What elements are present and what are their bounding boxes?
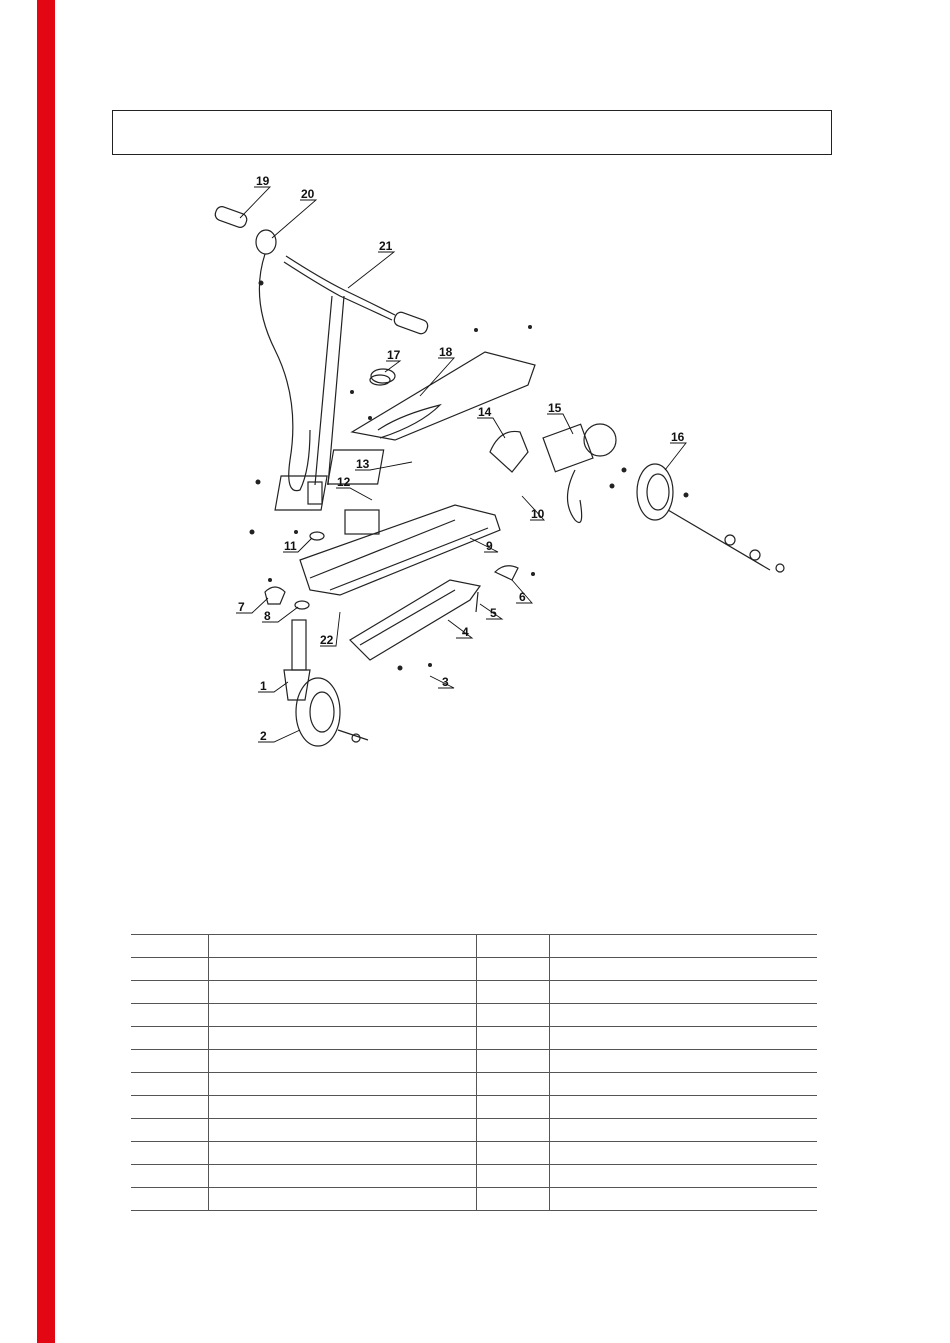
frame-shape [300, 505, 500, 595]
callout-4: 4 [462, 625, 469, 639]
table-cell [131, 1119, 209, 1142]
handlebar-shape [286, 256, 395, 315]
table-cell [550, 1096, 818, 1119]
table-cell [131, 935, 209, 958]
callout-19: 19 [256, 174, 270, 188]
table-cell [477, 958, 550, 981]
deck-plate-shape [352, 352, 535, 440]
table-cell [550, 958, 818, 981]
callout-12: 12 [337, 475, 351, 489]
table-cell [131, 1142, 209, 1165]
table-row [131, 1027, 817, 1050]
table-cell [209, 1004, 477, 1027]
table-cell [131, 1096, 209, 1119]
table-cell [550, 1165, 818, 1188]
callout-8: 8 [264, 609, 271, 623]
table-cell [209, 935, 477, 958]
bracket-6-shape [495, 566, 518, 580]
table-cell [477, 1165, 550, 1188]
table-cell [550, 1142, 818, 1165]
table-cell [209, 1027, 477, 1050]
callout-11: 11 [284, 539, 297, 553]
table-cell [209, 1165, 477, 1188]
table-cell [477, 1050, 550, 1073]
callout-15: 15 [548, 401, 562, 415]
stem-clamp-shape [308, 482, 322, 504]
table-cell [131, 1188, 209, 1211]
table-cell [477, 1142, 550, 1165]
rear-axle-shape [668, 510, 770, 570]
table-cell [477, 981, 550, 1004]
table-cell [477, 935, 550, 958]
stem-shape [315, 296, 344, 485]
table-cell [550, 1027, 818, 1050]
table-cell [131, 1073, 209, 1096]
callout-6: 6 [519, 590, 526, 604]
table-cell [209, 1096, 477, 1119]
table-cell [131, 1004, 209, 1027]
table-row [131, 1119, 817, 1142]
callout-7: 7 [238, 600, 245, 614]
callout-13: 13 [356, 457, 370, 471]
table-cell [550, 935, 818, 958]
callout-10: 10 [531, 507, 545, 521]
callout-5: 5 [490, 606, 497, 620]
table-cell [209, 1188, 477, 1211]
table-cell [550, 1119, 818, 1142]
throttle-cable-shape [259, 254, 310, 491]
callout-2: 2 [260, 729, 267, 743]
table-cell [550, 1188, 818, 1211]
battery-tray-shape [350, 580, 480, 660]
callout-20: 20 [301, 187, 315, 201]
table-cell [209, 981, 477, 1004]
motor-cable-shape [568, 470, 582, 523]
table-cell [131, 958, 209, 981]
table-row [131, 1096, 817, 1119]
table-cell [477, 1119, 550, 1142]
fork-shape [284, 670, 310, 700]
left-grip-shape [214, 205, 249, 229]
table-row [131, 1188, 817, 1211]
table-row [131, 935, 817, 958]
motor-gear-shape [584, 424, 616, 456]
table-cell [477, 1027, 550, 1050]
table-cell [209, 1142, 477, 1165]
battery-12-b-shape [345, 510, 379, 534]
table-row [131, 958, 817, 981]
spring-5-shape [476, 592, 478, 612]
throttle-shape [256, 230, 276, 254]
callout-14: 14 [478, 405, 492, 419]
table-cell [209, 1073, 477, 1096]
rear-wheel-shape [637, 464, 673, 520]
table-row [131, 981, 817, 1004]
callout-16: 16 [671, 430, 685, 444]
table-cell [131, 1050, 209, 1073]
bearing-11-shape [310, 532, 324, 540]
callout-1: 1 [260, 679, 267, 693]
table-cell [209, 1119, 477, 1142]
table-row [131, 1004, 817, 1027]
callout-17: 17 [387, 348, 401, 362]
battery-12-a-shape [275, 476, 327, 510]
table-cell [550, 1050, 818, 1073]
table-cell [550, 981, 818, 1004]
callout-18: 18 [439, 345, 453, 359]
table-cell [209, 958, 477, 981]
controller-shape [490, 431, 528, 472]
callout-21: 21 [379, 239, 393, 253]
callout-9: 9 [486, 539, 493, 553]
table-cell [550, 1073, 818, 1096]
table-cell [550, 1004, 818, 1027]
table-cell [209, 1050, 477, 1073]
table-cell [131, 1165, 209, 1188]
fork-tube-shape [292, 620, 306, 670]
table-cell [477, 1073, 550, 1096]
right-grip-shape [393, 311, 430, 336]
table-cell [131, 1027, 209, 1050]
table-cell [131, 981, 209, 1004]
table-cell [477, 1188, 550, 1211]
parts-table [131, 934, 817, 1211]
callout-3: 3 [442, 675, 449, 689]
callout-22: 22 [320, 633, 334, 647]
table-row [131, 1142, 817, 1165]
table-row [131, 1165, 817, 1188]
table-cell [477, 1004, 550, 1027]
table-cell [477, 1096, 550, 1119]
bracket-7-shape [265, 587, 285, 604]
table-row [131, 1050, 817, 1073]
table-row [131, 1073, 817, 1096]
